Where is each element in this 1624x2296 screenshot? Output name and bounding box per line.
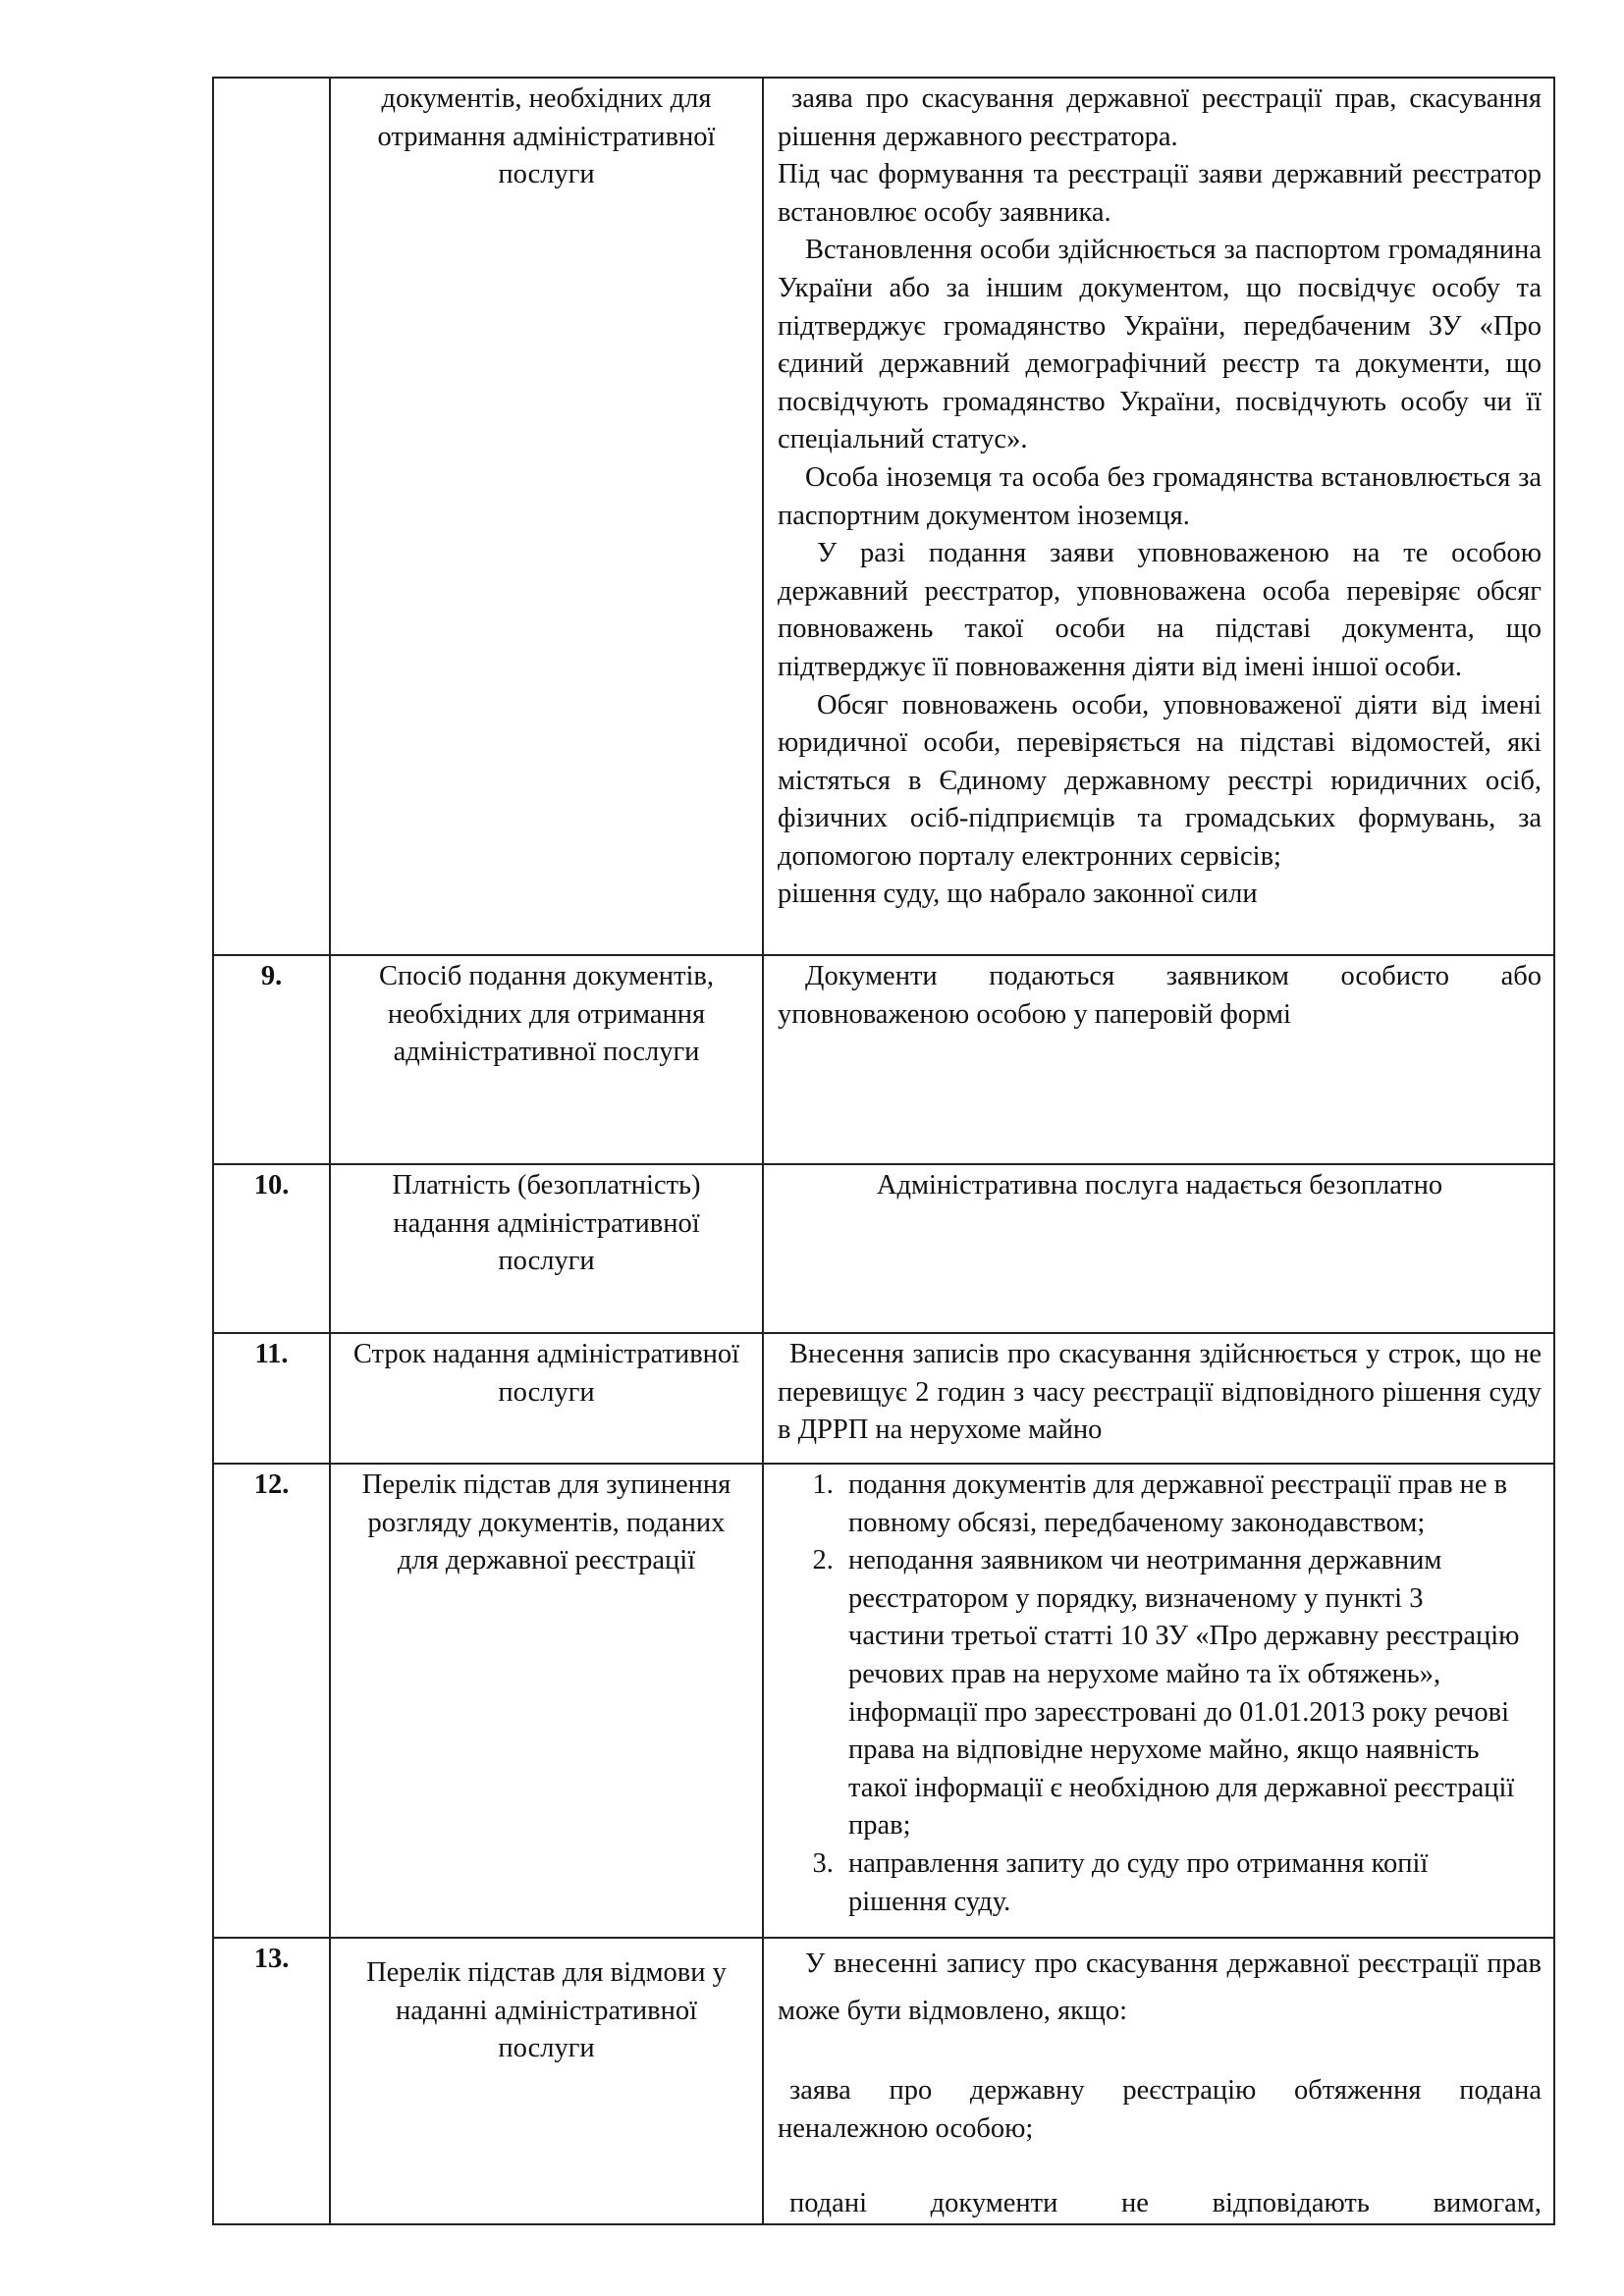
paragraph: У разі подання заяви уповноваженою на те особою державний реєстратор, уповноважена особа перевіряє обсяг повноважень такої особи на підставі документа, що підтверджує її повноваження діяти від імені іншої особи. — [778, 538, 1542, 682]
list-item: 3. направлення запиту до суду про отримання копії рішення суду. — [840, 1845, 1520, 1921]
paragraph: рішення суду, що набрало законної сили — [778, 879, 1258, 910]
paragraph: Обсяг повноважень особи, уповноваженої діяти від імені юридичної особи, перевіряється на підставі відомостей, які містяться в Єдиному державному реєстрі юридичних осіб, фізичних осіб-підприємців та громадських формувань, за допомогою порталу електронних сервісів; — [778, 689, 1542, 872]
row-title-cell — [330, 955, 763, 1164]
table-row — [213, 955, 1554, 1164]
row-content-cell — [763, 1333, 1554, 1464]
row-title: Строк надання адміністративної послуги — [352, 1339, 740, 1408]
row-content-cell — [763, 1938, 1554, 2224]
table-row — [213, 1164, 1554, 1333]
row-content-cell — [763, 78, 1554, 955]
row-title: Платність (безоплатність) надання адміністративної послуги — [392, 1170, 701, 1277]
paragraph: заява про скасування державної реєстрації прав, скасування рішення державного реєстратора. — [778, 83, 1542, 152]
paragraph: заява про державну реєстрацію обтяження подана неналежною особою; — [778, 2075, 1542, 2144]
services-table — [212, 77, 1555, 2225]
row-number: 12. — [213, 1464, 330, 1938]
paragraph: Внесення записів про скасування здійснюється у строк, що не перевищує 2 годин з часу реєстрації відповідного рішення суду в ДРРП на нерухоме майно — [778, 1339, 1542, 1446]
paragraph: Адміністративна послуга надається безоплатно — [876, 1170, 1443, 1201]
table-row — [213, 78, 1554, 955]
table-row — [213, 1938, 1554, 2224]
numbered-list — [778, 1467, 1520, 1921]
row-title-cell — [330, 78, 763, 955]
row-title-cell — [330, 1164, 763, 1333]
row-number: 10. — [213, 1164, 330, 1333]
table-row — [213, 1464, 1554, 1938]
paragraph: Документи подаються заявником особисто або уповноваженою особою у паперовій формі — [778, 961, 1542, 1030]
row-title-cell — [330, 1333, 763, 1464]
list-item: 2. неподання заявником чи неотримання державним реєстратором у порядку, визначеному у пункті 3 частини третьої статті 10 ЗУ «Про державну реєстрацію речових прав на нерухоме майно та їх обтяжень», інформації про зареєстровані до 01.01.2013 року речові права на відповідне нерухоме майно, якщо наявність такої інформації є необхідною для державної реєстрації прав; — [840, 1542, 1520, 1845]
row-content-cell — [763, 955, 1554, 1164]
row-title: документів, необхідних для отримання адміністративної послуги — [377, 83, 716, 190]
row-title: Перелік підстав для зупинення розгляду документів, поданих для державної реєстрації — [361, 1469, 731, 1576]
paragraph: У внесенні запису про скасування державної реєстрації прав може бути відмовлено, якщо: — [778, 1949, 1542, 2026]
list-item: 1. подання документів для державної реєстрації прав не в повному обсязі, передбаченому законодавством; — [840, 1467, 1520, 1542]
row-number: 11. — [213, 1333, 330, 1464]
row-title: Перелік підстав для відмови у наданні адміністративної послуги — [366, 1957, 727, 2064]
row-number: 13. — [213, 1938, 330, 2224]
row-title: Спосіб подання документів, необхідних для отримання адміністративної послуги — [379, 961, 714, 1068]
paragraph: Встановлення особи здійснюється за паспортом громадянина України або за іншим документом, що посвідчує особу та підтверджує громадянство України, передбаченим ЗУ «Про єдиний державний демографічний реєстр та документи, що посвідчують громадянство України, посвідчують особу чи її спеціальний статус». — [778, 235, 1542, 455]
row-content-cell — [763, 1464, 1554, 1938]
row-title-cell — [330, 1938, 763, 2224]
row-number-cell — [213, 78, 330, 955]
paragraph: Особа іноземця та особа без громадянства встановлюється за паспортним документом іноземця. — [778, 461, 1542, 531]
paragraph: подані документи не відповідають вимогам, — [789, 2188, 1542, 2219]
row-title-cell — [330, 1464, 763, 1938]
paragraph: Під час формування та реєстрації заяви державний реєстратор встановлює особу заявника. — [778, 159, 1542, 228]
row-content-cell — [763, 1164, 1554, 1333]
row-number: 9. — [213, 955, 330, 1164]
table-row — [213, 1333, 1554, 1464]
